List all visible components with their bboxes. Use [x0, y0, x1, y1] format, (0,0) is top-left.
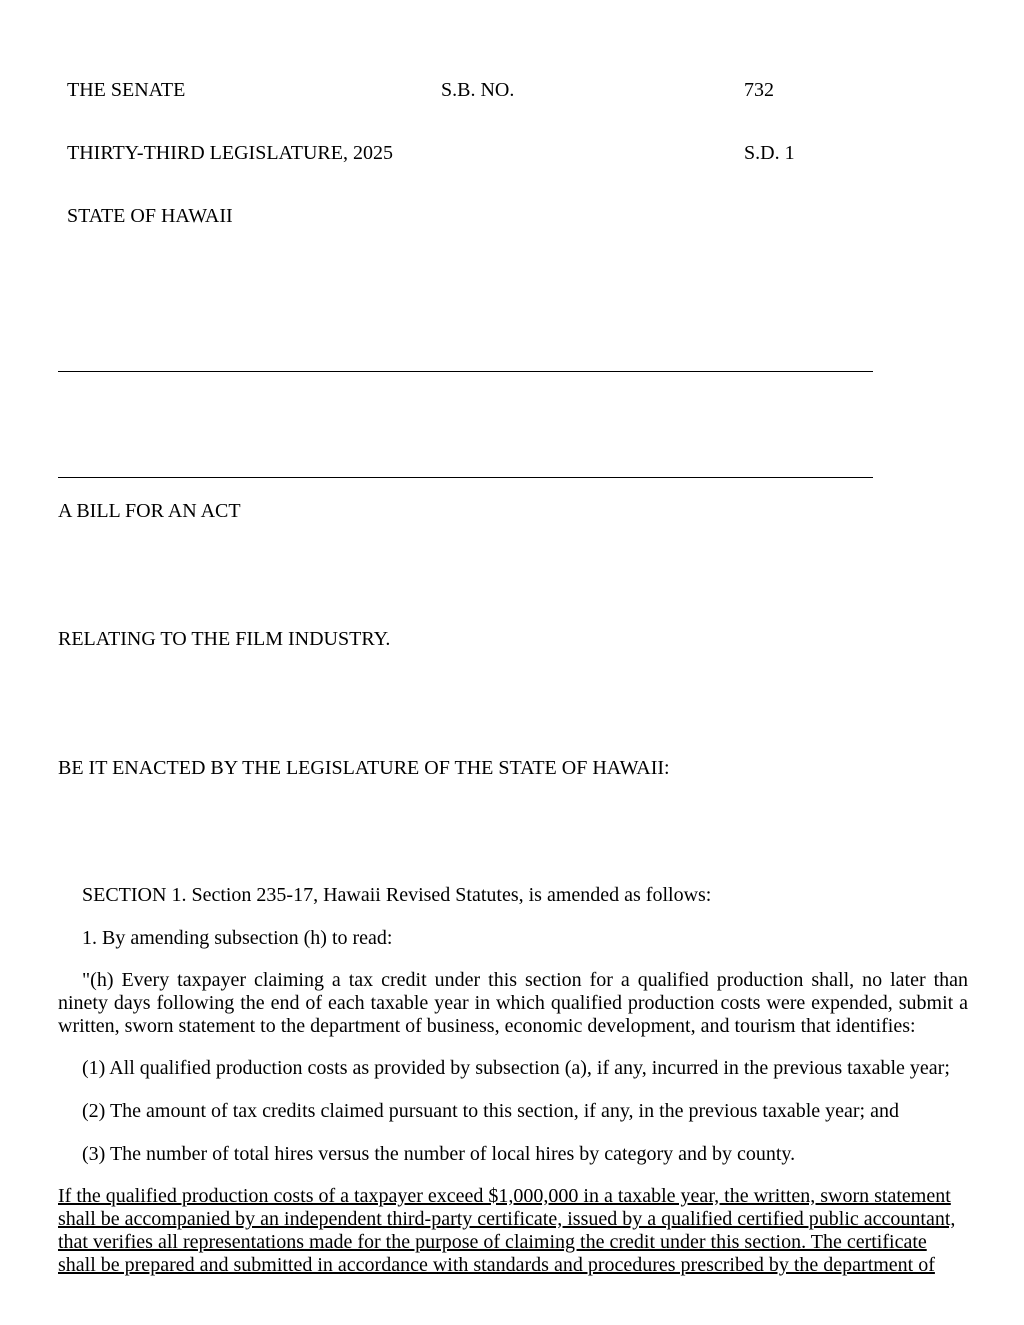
- bill-number: 732: [744, 79, 774, 101]
- chamber-label: THE SENATE: [67, 79, 186, 101]
- amendment-line: shall be prepared and submitted in accordance with standards and procedures prescribed by the department of: [58, 1254, 935, 1276]
- bill-number-label: S.B. NO.: [441, 79, 515, 101]
- section-1-intro: SECTION 1. Section 235-17, Hawaii Revised Statutes, is amended as follows:: [82, 884, 712, 906]
- bill-for-act-heading: A BILL FOR AN ACT: [58, 500, 241, 522]
- list-item: (2) The amount of tax credits claimed pursuant to this section, if any, in the previous taxable year; and: [82, 1100, 899, 1122]
- legislature-label: THIRTY-THIRD LEGISLATURE, 2025: [67, 142, 393, 164]
- list-item: (1) All qualified production costs as provided by subsection (a), if any, incurred in the previous taxable year;: [82, 1057, 950, 1079]
- amendment-line: If the qualified production costs of a taxpayer exceed $1,000,000 in a taxable year, the written, sworn statement: [58, 1185, 951, 1207]
- amendment-line: that verifies all representations made for the purpose of claiming the credit under this section. The certificate: [58, 1231, 927, 1253]
- draft-label: S.D. 1: [744, 142, 795, 164]
- state-label: STATE OF HAWAII: [67, 205, 233, 227]
- bottom-divider: [58, 477, 873, 478]
- bill-subject: RELATING TO THE FILM INDUSTRY.: [58, 628, 391, 650]
- enacting-clause: BE IT ENACTED BY THE LEGISLATURE OF THE STATE OF HAWAII:: [58, 757, 670, 779]
- amendment-line: shall be accompanied by an independent third-party certificate, issued by a qualified certified public accountant,: [58, 1208, 956, 1230]
- subsection-h-text: "(h) Every taxpayer claiming a tax credit under this section for a qualified production shall, no later than ninety days following the end of each taxable year in which qualified production costs were expended, submit a written, sworn statement to the department of business, economic development, and tourism that identifies:: [58, 969, 968, 1037]
- list-item: (3) The number of total hires versus the number of local hires by category and by county.: [82, 1143, 796, 1165]
- top-divider: [58, 371, 873, 372]
- amendment-item-1: 1. By amending subsection (h) to read:: [82, 927, 393, 949]
